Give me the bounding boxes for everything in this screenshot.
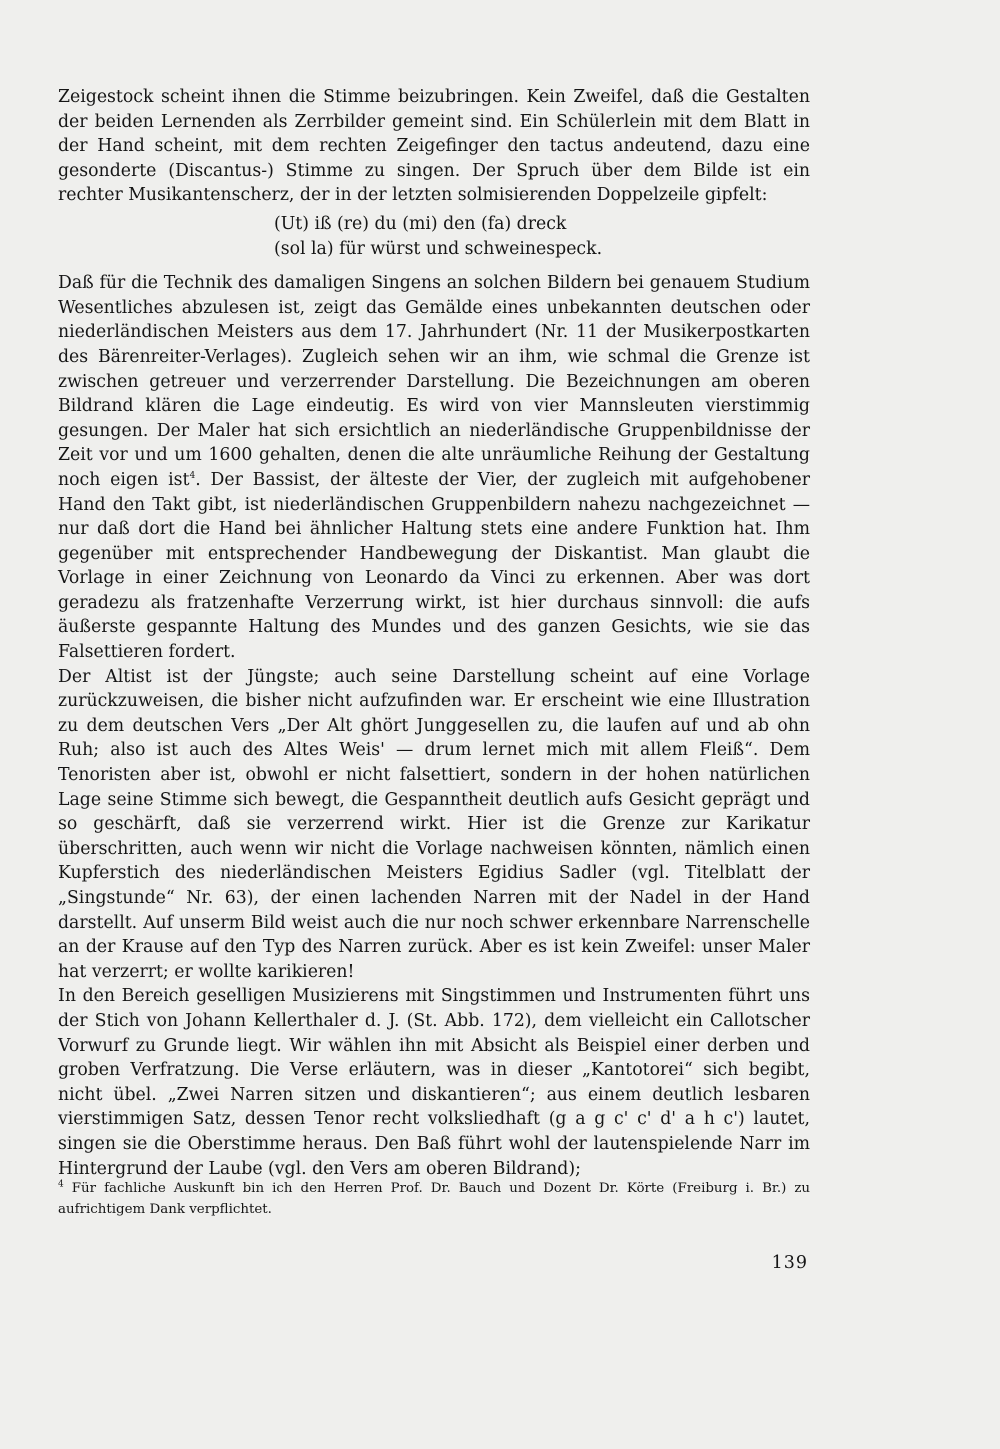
verse-line-2: (sol la) für würst und schweinespeck. — [274, 238, 603, 259]
footnote — [58, 1178, 810, 1220]
paragraph-technique-rest: . Der Bassist, der älteste der Vier, der zugleich mit aufgehobener Hand den Takt gibt, ist niederländischen Gruppenbildern nahezu nachgezeichnet — nur daß dort die Hand bei ähnlicher Haltung stets eine andere Funktion hat. Ihm gegenüber mit entsprechender Handbewegung der Diskantist. Man glaubt die Vorlage in einer Zeichnung von Leonardo da Vinci zu erkennen. Aber was dort geradezu als fratzenhafte Verzerrung wirkt, ist hier durchaus sinnvoll: die aufs äußerste gespannte Haltung des Mundes und des ganzen Gesichts, wie sie das Falsettieren fordert. — [58, 469, 811, 663]
paragraph-altist: Der Altist ist der Jüngste; auch seine Darstellung scheint auf eine Vorlage zurückzuweisen, die bisher nicht aufzufinden war. Er erscheint wie eine Illustration zu dem deutschen Vers „Der Alt ghört Junggesellen zu, die laufen auf und ab ohn Ruh; also ist auch des Altes Weis' — drum lernet mich mit allem Fleiß“. Dem Tenoristen aber ist, obwohl er nicht falsettiert, sondern in der hohen natürlichen Lage seine Stimme sich bewegt, die Gespanntheit deutlich aufs Gesicht geprägt und so geschärft, daß sie verzerrend wirkt. Hier ist die Grenze zur Karikatur überschritten, auch wenn wir nicht die Vorlage nachweisen könnten, nämlich einen Kupferstich des niederländischen Meisters Egidius Sadler (vgl. Titelblatt der „Singstunde“ Nr. 63), der einen lachenden Narren mit der Nadel in der Hand darstellt. Auf unserm Bild weist auch die nur noch schwer erkennbare Narrenschelle an der Krause auf den Typ des Narren zurück. Aber es ist kein Zweifel: unser Maler hat verzerrt; er wollte karikieren! — [58, 666, 810, 982]
paragraph-technique-text: Daß für die Technik des damaligen Singens an solchen Bildern bei genauem Studium Wesentliches abzulesen ist, zeigt das Gemälde eines unbekannten deutschen oder niederländischen Meisters aus dem 17. Jahrhundert (Nr. 11 der Musikerpostkarten des Bärenreiter-Verlages). Zugleich sehen wir an ihm, wie schmal die Grenze ist zwischen getreuer und verzerrender Darstellung. Die Bezeichnungen am oberen Bildrand klären die Lage eindeutig. Es wird von vier Mannsleuten vierstimmig gesungen. Der Maler hat sich ersichtlich an niederländische Gruppenbildnisse der Zeit vor und um 1600 gehalten, denen die alte unräumliche Reihung der Gestaltung noch eigen ist — [58, 273, 810, 490]
paragraph-technique — [58, 271, 810, 665]
verse-line-1: (Ut) iß (re) du (mi) den (fa) dreck — [274, 213, 567, 234]
solmization-verse — [274, 212, 810, 261]
main-text — [58, 85, 810, 1181]
paragraph-kellerthaler: In den Bereich geselligen Musizierens mit Singstimmen und Instrumenten führt uns der Stich von Johann Kellerthaler d. J. (St. Abb. 172), dem vielleicht ein Callotscher Vorwurf zu Grunde liegt. Wir wählen ihn mit Absicht als Beispiel einer derben und groben Verfratzung. Die Verse erläutern, was in dieser „Kantotorei“ sich begibt, nicht übel. „Zwei Narren sitzen und diskantieren“; aus einem deutlich lesbaren vierstimmigen Satz, dessen Tenor recht volksliedhaft (g a g c' c' d' a h c') lautet, singen sie die Oberstimme heraus. Den Baß führt wohl der lautenspielende Narr im Hintergrund der Laube (vgl. den Vers am oberen Bildrand); — [58, 986, 810, 1179]
footnote-marker: 4 — [58, 1179, 64, 1190]
page-number: 139 — [771, 1253, 808, 1273]
footnote-reference[interactable]: 4 — [189, 471, 196, 482]
footnote-text: Für fachliche Auskunft bin ich den Herren Prof. Dr. Bauch und Dozent Dr. Körte (Freiburg i. Br.) zu aufrichtigem Dank verpflichtet. — [58, 1181, 811, 1217]
intro-paragraph: Zeigestock scheint ihnen die Stimme beizubringen. Kein Zweifel, daß die Gestalten der beiden Lernenden als Zerrbilder gemeint sind. Ein Schülerlein mit dem Blatt in der Hand scheint, mit dem rechten Zeigefinger den tactus andeutend, dazu eine gesonderte (Discantus-) Stimme zu singen. Der Spruch über dem Bilde ist ein rechter Musikantenscherz, der in der letzten solmisierenden Doppelzeile gipfelt: — [58, 87, 810, 206]
